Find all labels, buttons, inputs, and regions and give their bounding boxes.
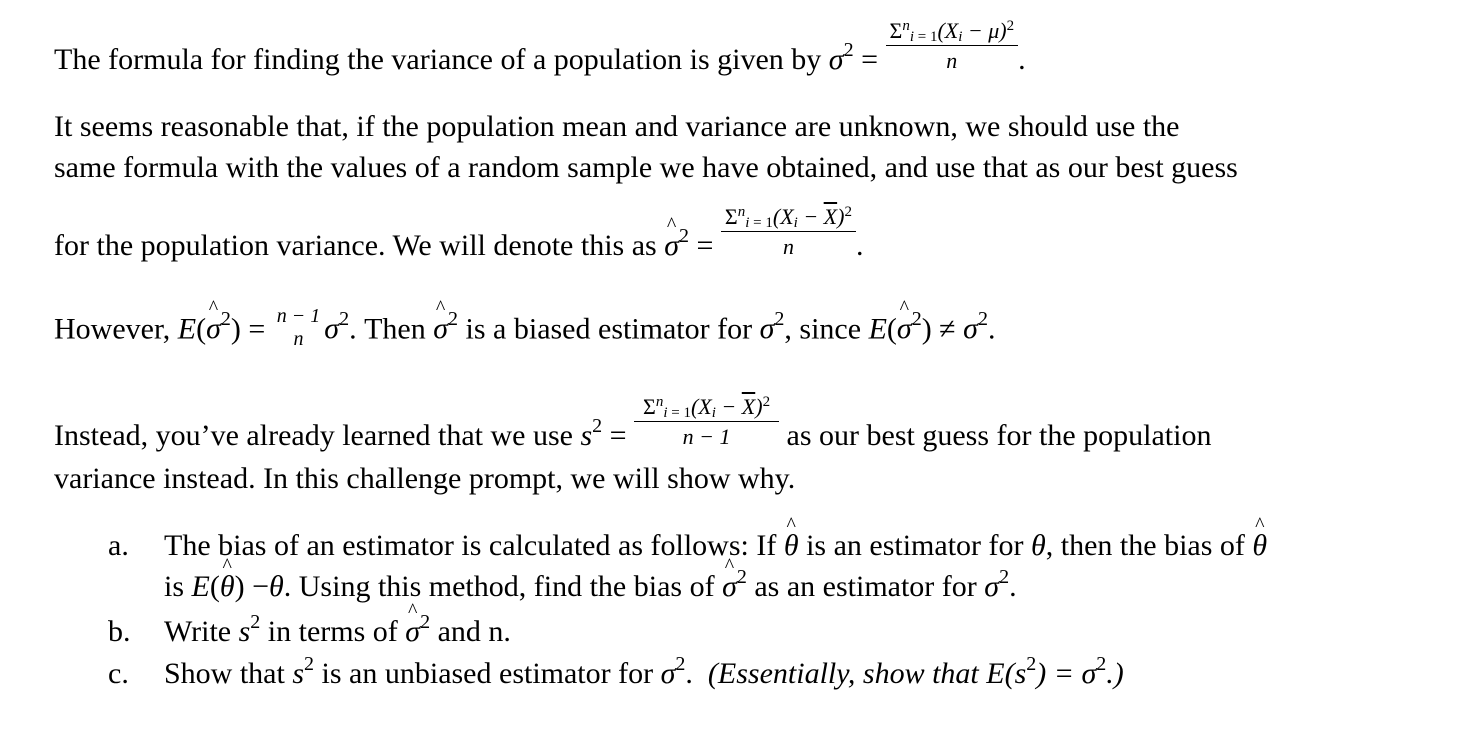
list-item-c: c. Show that $s^2$ is an unbiased estimator for $\sigma^2$. (Essentially, show that $E(s^2) = \sigma^2$.) <box>108 653 1124 690</box>
list-item-b: b. Write $s^2$ in terms of σ ^$^2$ and n. <box>108 617 1468 651</box>
paragraph-sample-guess-line3: for the population variance. We will denote this as σ ^$^2$ = $\frac{\Sigma^n_{i = 1}(X_i - \overline{X})^2}{n}$ . <box>54 222 863 274</box>
sigma-symbol: $\sigma^2$ <box>828 38 854 76</box>
population-variance-fraction: $\frac{\Sigma^n_{i = 1}(X_i - \mu)^2}{n}$ <box>886 20 1019 72</box>
sample-variance-n-minus-1-fraction: $\frac{\Sigma^n_{i = 1}(X_i - \overline{X})^2}{n - 1}$ <box>634 396 779 448</box>
paragraph-s-squared-line1: Instead, you’ve already learned that we use $s^2$ = $\frac{\Sigma^n_{i = 1}(X_i - \overline{X})^2}{n - 1}$ as our best guess for the population <box>54 394 1212 452</box>
item-a-line2: is E(θ ^) −θ. Using this method, find the bias of σ ^$^2$ as an estimator for $\sigma^2$. <box>164 572 1017 602</box>
item-a-line1: The bias of an estimator is calculated as follows: If θ ^ is an estimator for θ, then the bias of θ ^ <box>164 531 1267 561</box>
sigma-hat-symbol: σ ^$^2$ <box>664 229 689 262</box>
paragraph-biased-estimator: However, E(σ ^$^2$) = n − 1 n $\sigma^2$. Then σ ^$^2$ is a biased estimator for $\sigma^2$, since E(σ ^$^2$) ≠ $\sigma^2$. <box>54 310 995 353</box>
n-minus-1-over-n-fraction: n − 1 n <box>276 305 321 350</box>
sample-variance-n-fraction: $\frac{\Sigma^n_{i = 1}(X_i - \overline{X})^2}{n}$ <box>721 206 856 258</box>
item-c-text: Show that $s^2$ is an unbiased estimator for $\sigma^2$. (Essentially, show that $E(s^2) = \sigma^2$.) <box>164 653 1124 690</box>
paragraph-sample-guess-line1: It seems reasonable that, if the population mean and variance are unknown, we should use the <box>54 110 1180 143</box>
paragraph-s-squared-line2: variance instead. In this challenge prompt, we will show why. <box>54 462 796 495</box>
paragraph-population-variance: The formula for finding the variance of a population is given by $\sigma^2$ = $\frac{\Sigma^n_{i = 1}(X_i - \mu)^2}{n}$ . <box>54 18 1026 76</box>
p1-text: The formula for finding the variance of a population is given by <box>54 42 829 76</box>
item-b-text: Write $s^2$ in terms of σ ^$^2$ and n. <box>164 617 511 647</box>
list-item-a: a. The bias of an estimator is calculated as follows: If θ ^ is an estimator for θ, then the bias of θ ^ is E(θ ^) −θ. Using this method, find the bias of σ ^$^2$ as an estimator for $\sigma^2$. <box>108 531 1468 601</box>
paragraph-sample-guess-line2: same formula with the values of a random sample we have obtained, and use that as our best guess <box>54 151 1238 184</box>
